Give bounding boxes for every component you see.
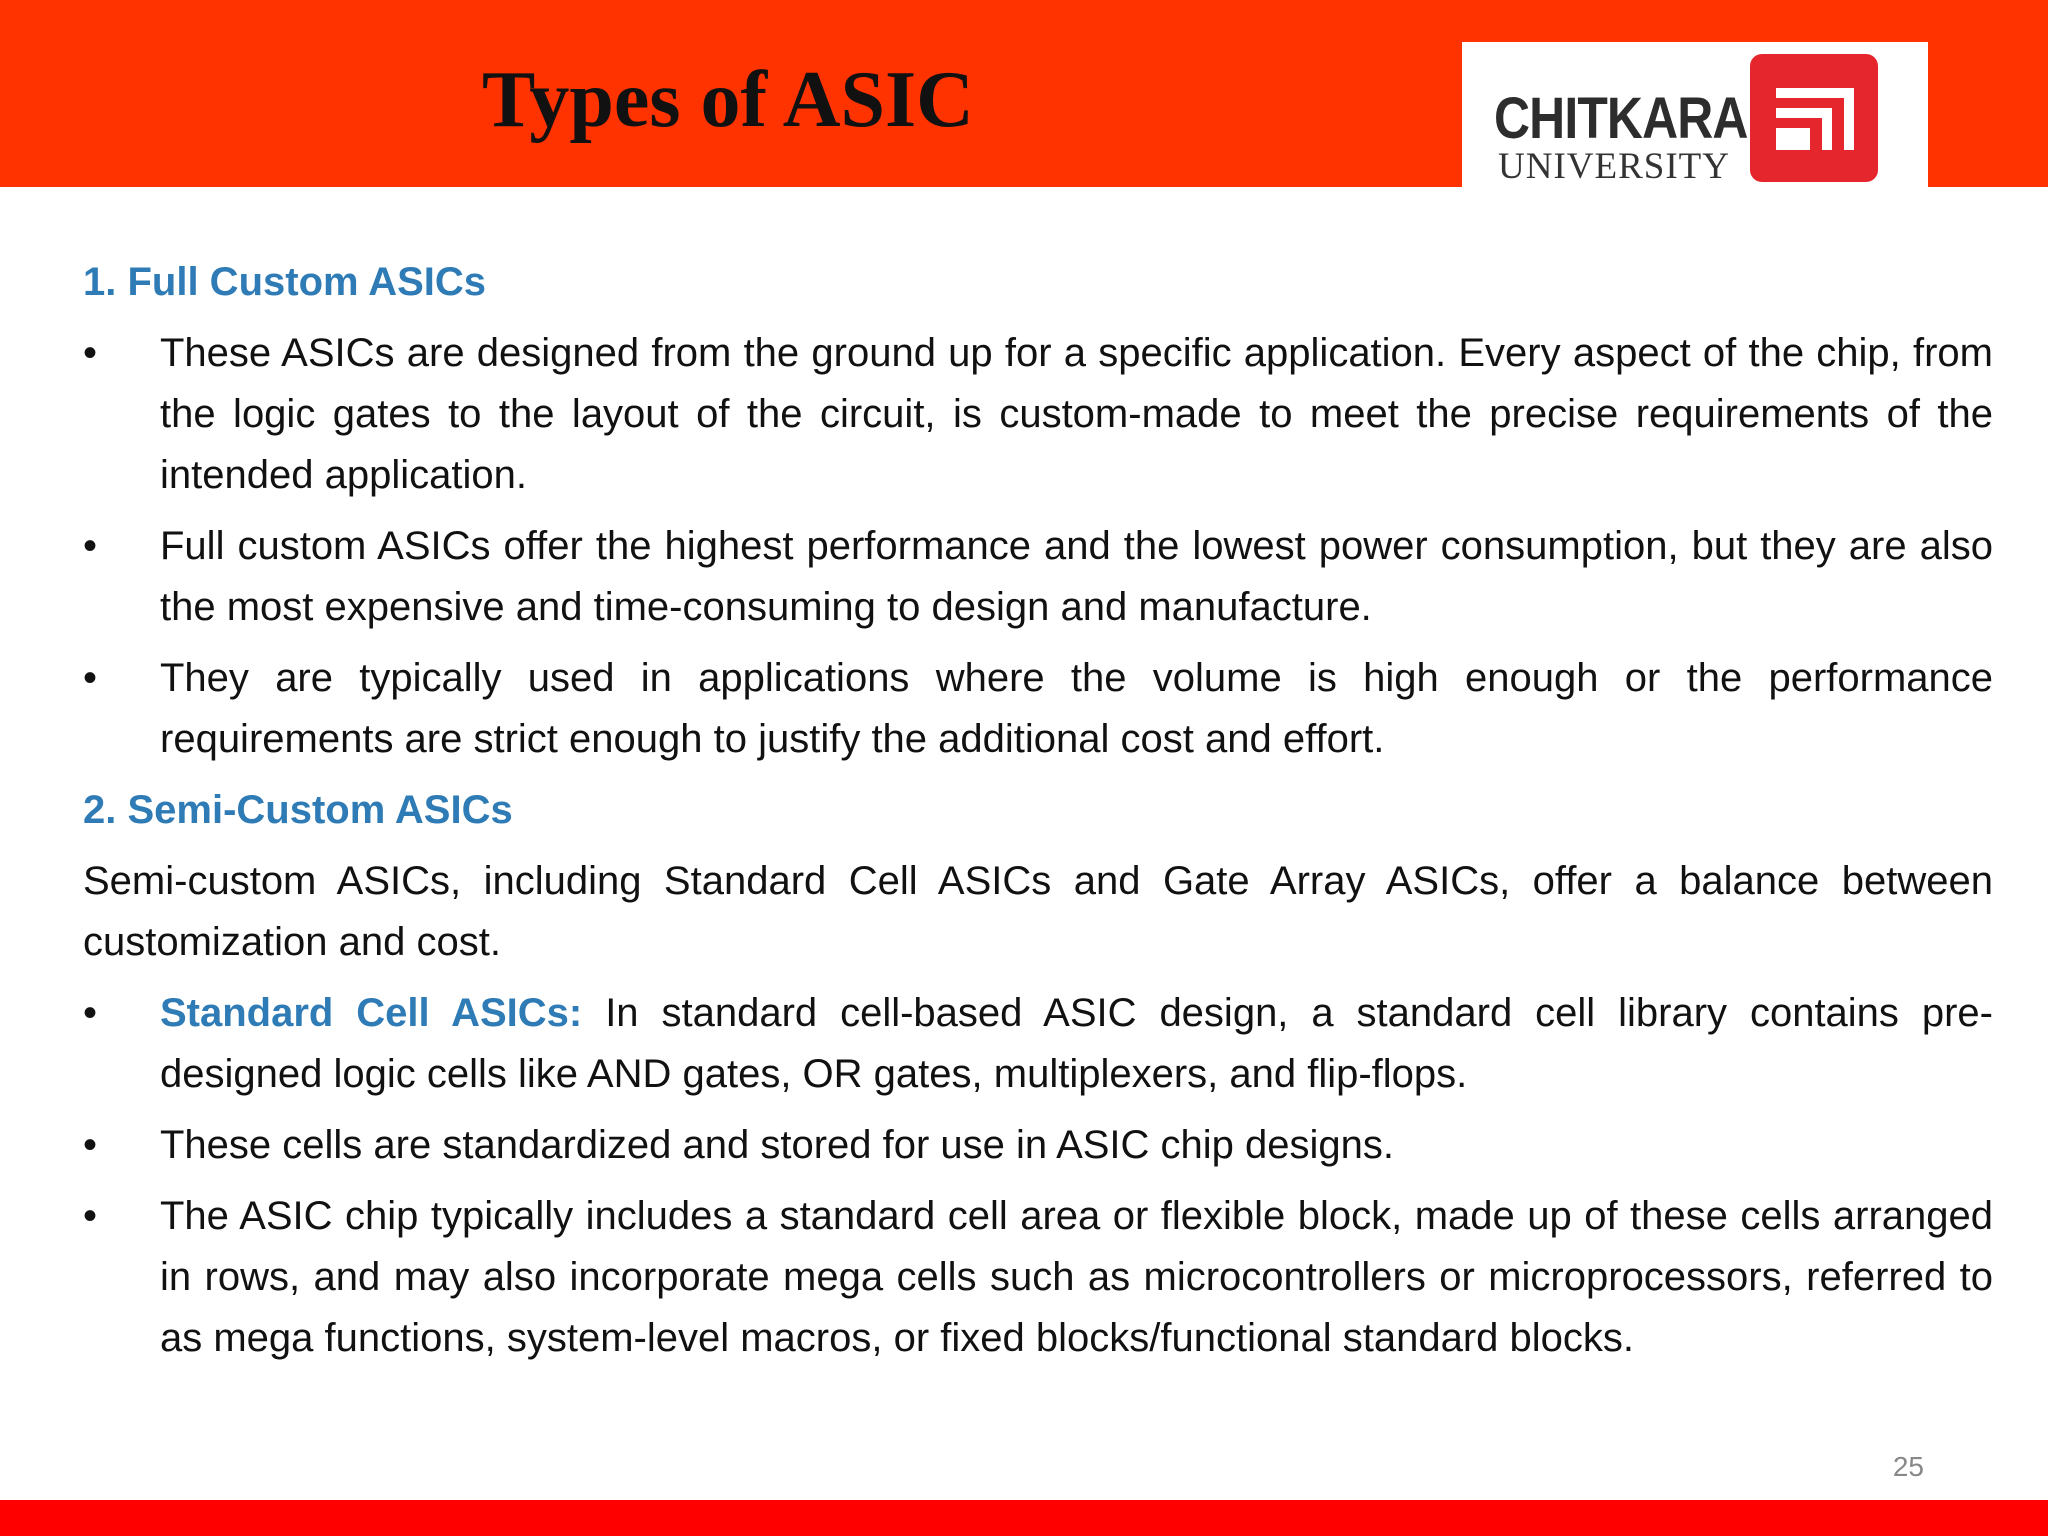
bullet-item: • The ASIC chip typically includes a standard cell area or flexible block, made up of these cells arranged in rows, and may also incorporate mega cells such as microcontrollers or microprocessors, referred to as mega functions, system-level macros, or fixed blocks/functional standard blocks. <box>83 1186 1993 1369</box>
university-logo <box>1462 42 1928 187</box>
slide-content <box>83 252 1993 1379</box>
logo-subtitle: UNIVERSITY <box>1498 146 1730 187</box>
full-custom-bullet-list <box>83 323 1993 770</box>
logo-mark-icon <box>1750 54 1878 182</box>
footer-bar <box>0 1500 2048 1536</box>
semi-custom-intro: Semi-custom ASICs, including Standard Cell ASICs and Gate Array ASICs, offer a balance between customization and cost. <box>83 859 1993 964</box>
section-heading-full-custom: 1. Full Custom ASICs <box>83 260 487 304</box>
bullet-item: • They are typically used in applications where the volume is high enough or the performance requirements are strict enough to justify the additional cost and effort. <box>83 648 1993 770</box>
bullet-item <box>83 983 1993 1105</box>
standard-cell-label: Standard Cell ASICs: <box>160 991 583 1035</box>
bullet-item: • Full custom ASICs offer the highest performance and the lowest power consumption, but they are also the most expensive and time-consuming to design and manufacture. <box>83 516 1993 638</box>
bullet-item: • These cells are standardized and stored for use in ASIC chip designs. <box>83 1115 1993 1176</box>
page-number: 25 <box>1892 1451 1924 1482</box>
slide-title: Types of ASIC <box>482 56 974 144</box>
logo-name: CHITKARA <box>1494 86 1748 151</box>
standard-cell-text: In standard cell-based ASIC design, a standard cell library contains pre-designed logic cells like AND gates, OR gates, multiplexers, and flip-flops. <box>160 991 1994 1096</box>
semi-custom-bullet-list <box>83 983 1993 1369</box>
section-heading-semi-custom: 2. Semi-Custom ASICs <box>83 788 513 832</box>
bullet-item: • These ASICs are designed from the ground up for a specific application. Every aspect of the chip, from the logic gates to the layout of the circuit, is custom-made to meet the precise requirements of the intended application. <box>83 323 1993 506</box>
